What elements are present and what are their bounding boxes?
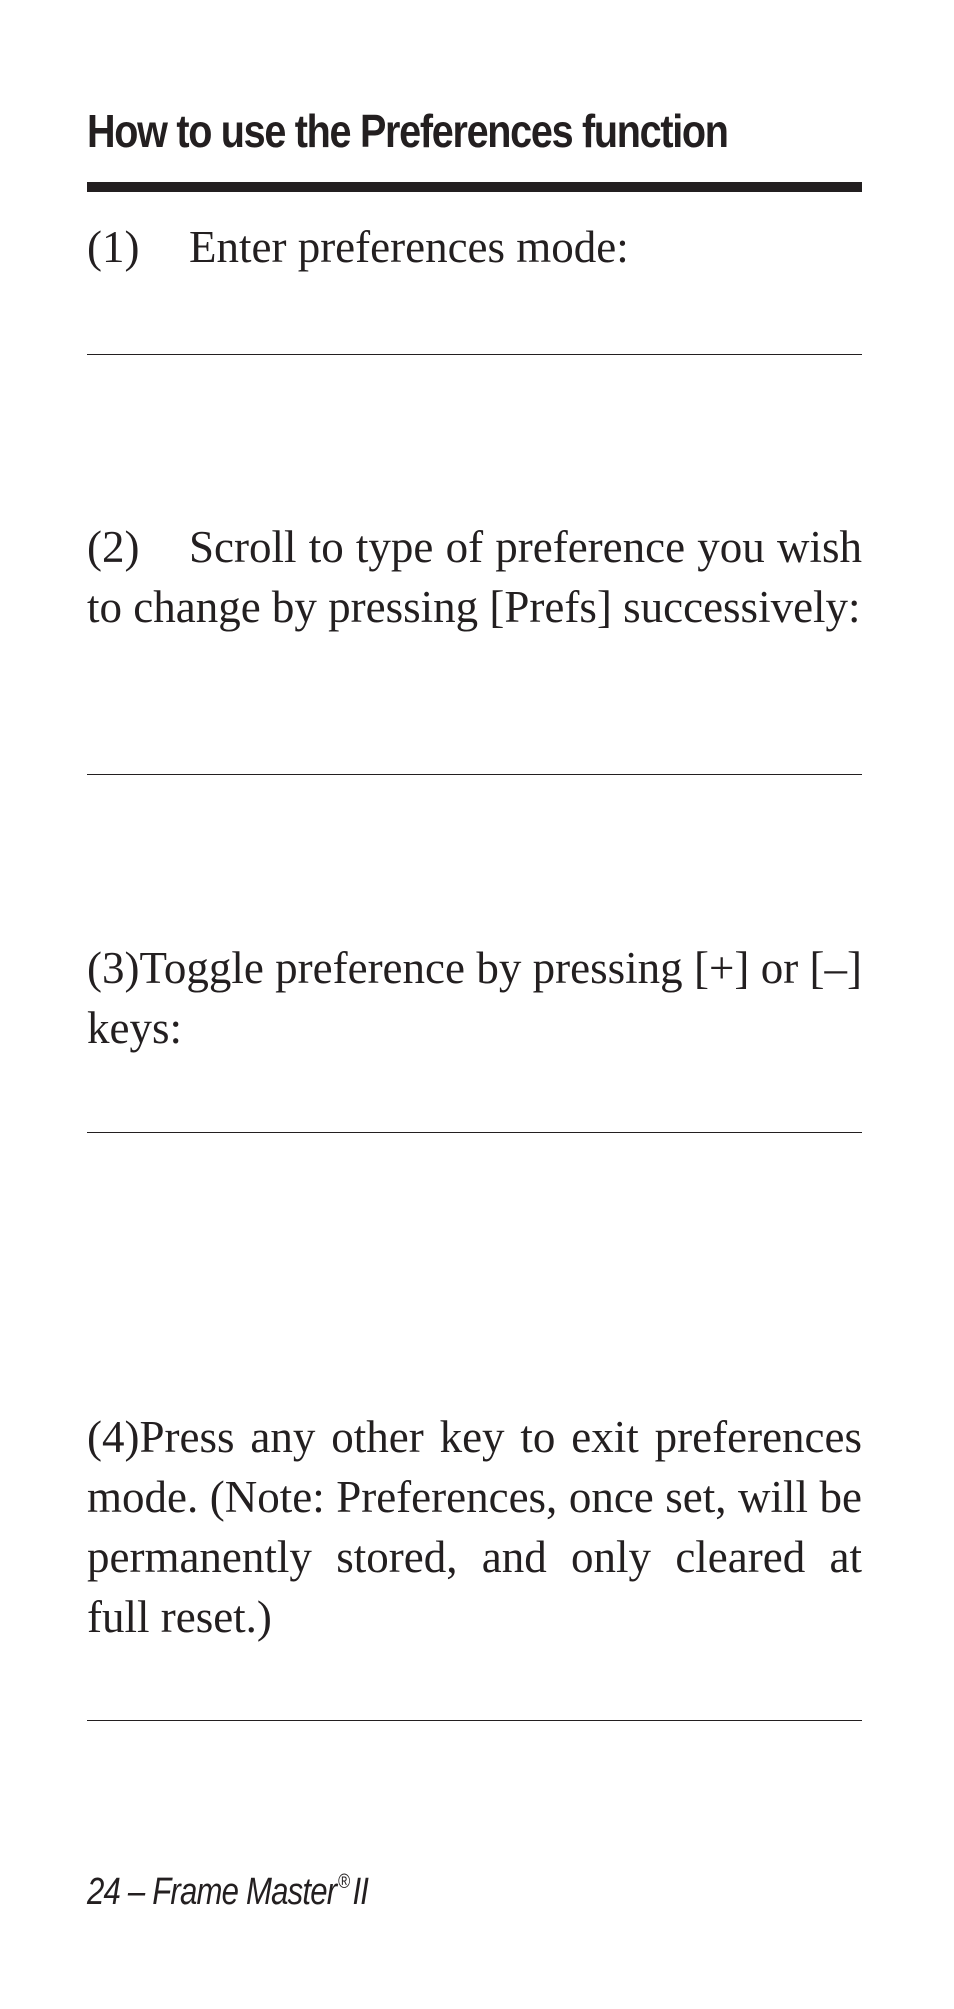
step-3-text: Toggle preference by pressing [+] or [–] keys:	[87, 943, 862, 1053]
section-heading: How to use the Preferences function	[87, 105, 728, 157]
heading-rule	[87, 182, 862, 192]
footer-page-label: 24 – Frame Master	[87, 1871, 337, 1913]
footer-suffix: II	[352, 1871, 369, 1913]
step-3-number: (3)	[87, 943, 140, 993]
step-2-text: Scroll to type of preference you wish to change by pressing [Prefs] successively:	[87, 522, 862, 632]
page-footer	[87, 1872, 368, 1911]
divider-4	[87, 1720, 862, 1721]
step-4	[87, 1407, 862, 1647]
step-3	[87, 938, 862, 1058]
step-4-number: (4)	[87, 1412, 140, 1462]
step-1	[87, 217, 862, 277]
registered-mark: ®	[337, 1871, 350, 1893]
step-1-text: Enter preferences mode:	[189, 222, 629, 272]
step-2	[87, 517, 862, 637]
step-4-text: Press any other key to exit preferences mode. (Note: Preferences, once set, will be permanently stored, and only cleared at full reset.)	[87, 1412, 862, 1642]
divider-1	[87, 354, 862, 355]
step-1-number: (1)	[87, 222, 140, 272]
step-2-number: (2)	[87, 522, 140, 572]
divider-3	[87, 1132, 862, 1133]
divider-2	[87, 774, 862, 775]
